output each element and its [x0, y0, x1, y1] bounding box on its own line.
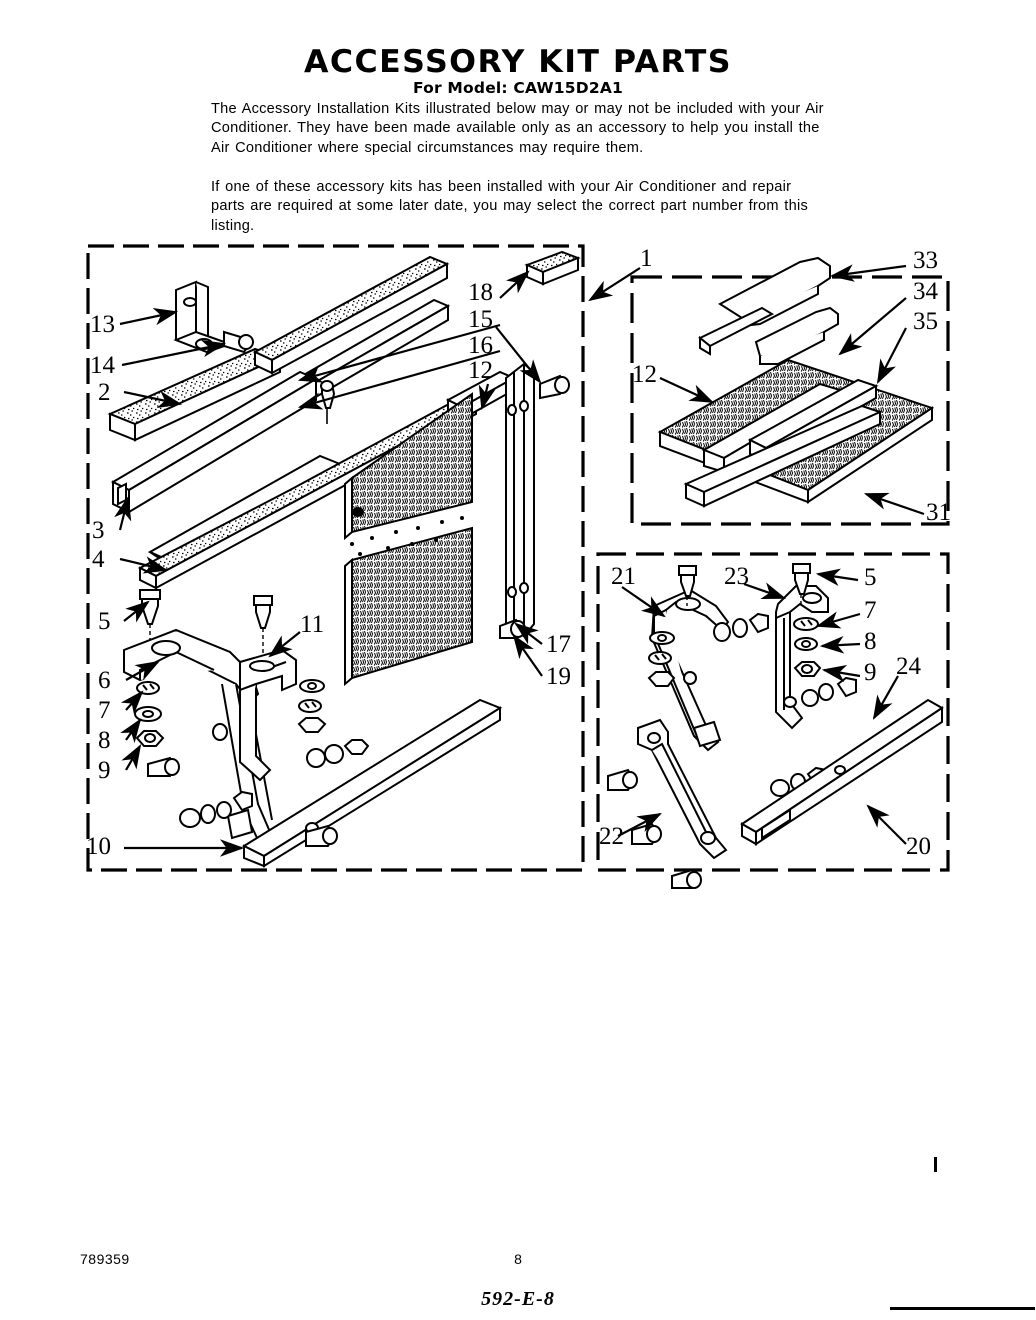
part-16-pin	[321, 381, 334, 408]
callout-12-right: 12	[632, 361, 657, 388]
part-18-foam-block	[527, 252, 578, 284]
callout-5-left: 5	[98, 608, 111, 635]
callout-9-right: 9	[864, 659, 877, 686]
callout-8-right: 8	[864, 628, 877, 655]
callout-18: 18	[468, 279, 493, 306]
part-11-screw	[254, 596, 272, 628]
callout-9-left: 9	[98, 757, 111, 784]
exploded-parts-diagram	[0, 232, 1036, 892]
callout-33: 33	[913, 247, 938, 274]
callout-31: 31	[926, 499, 951, 526]
part-22-screw-c	[672, 870, 701, 888]
callout-16: 16	[468, 332, 493, 359]
diagram-linework	[0, 232, 1036, 892]
part-17-side-curtain-channel	[506, 364, 534, 636]
part-7-lockwasher	[137, 682, 159, 694]
callout-22: 22	[599, 823, 624, 850]
part-8-flatwasher-lr	[795, 638, 817, 650]
callout-24: 24	[896, 653, 921, 680]
part-10-bottom-rail	[244, 700, 500, 866]
part-12-foam-filter	[345, 394, 472, 684]
footer-revision-code: 592-E-8	[481, 1288, 555, 1310]
part-11-mounting-clip	[240, 650, 296, 780]
fastener-cluster-b	[307, 740, 368, 767]
callout-14: 14	[90, 352, 115, 379]
scan-artifact-tick	[934, 1157, 937, 1172]
callout-35: 35	[913, 308, 938, 335]
part-33-seal-strip	[700, 258, 838, 364]
callout-10: 10	[86, 833, 111, 860]
callout-3: 3	[92, 517, 105, 544]
callout-15: 15	[468, 306, 493, 333]
callout-17: 17	[546, 631, 571, 658]
callout-13: 13	[90, 311, 115, 338]
callout-8-left: 8	[98, 727, 111, 754]
callout-21: 21	[611, 563, 636, 590]
part-23-bracket	[776, 586, 828, 728]
part-24-rail	[742, 700, 942, 844]
model-subtitle: For Model: CAW15D2A1	[412, 79, 623, 97]
footer-part-number: 789359	[80, 1251, 130, 1267]
callout-4: 4	[92, 546, 105, 573]
callout-1: 1	[640, 245, 653, 272]
fastener-cluster-lr-3	[802, 678, 856, 706]
scan-artifact-edge	[890, 1307, 1035, 1310]
part-9-hexnut-lr	[795, 662, 820, 676]
callout-19: 19	[546, 663, 571, 690]
part-7-lockwasher-lr	[794, 618, 818, 630]
callout-5-right: 5	[864, 564, 877, 591]
intro-paragraph-1: The Accessory Installation Kits illustrated below may or may not be included with your Air Conditioner. They have been made available only as an accessory to help you install the Air Conditioner where special circumstances may require them.	[211, 101, 824, 156]
part-14-screw	[224, 332, 253, 352]
intro-paragraph-2: If one of these accessory kits has been installed with your Air Conditioner and repair parts are required at some later date, you may select the correct part number from this listing.	[211, 179, 808, 234]
callout-20: 20	[906, 833, 931, 860]
callout-2: 2	[98, 379, 111, 406]
footer-page-number: 8	[514, 1251, 522, 1267]
part-15-screw	[540, 376, 569, 398]
part-9-hex-nut	[137, 731, 163, 746]
fastener-cluster-a	[299, 680, 325, 732]
fastener-cluster-lr-1	[649, 632, 674, 686]
callout-23: 23	[724, 563, 749, 590]
callout-11: 11	[300, 611, 325, 638]
callout-6: 6	[98, 667, 111, 694]
callout-34: 34	[913, 278, 938, 305]
part-lower-screw-left	[148, 758, 179, 776]
callout-7-right: 7	[864, 597, 877, 624]
callout-7-left: 7	[98, 697, 111, 724]
page-title: ACCESSORY KIT PARTS	[303, 44, 733, 80]
part-22-screw-a	[608, 770, 637, 790]
callout-12-left: 12	[468, 357, 493, 384]
part-8-flat-washer	[135, 707, 161, 721]
part-13-angle-bracket	[176, 282, 230, 352]
